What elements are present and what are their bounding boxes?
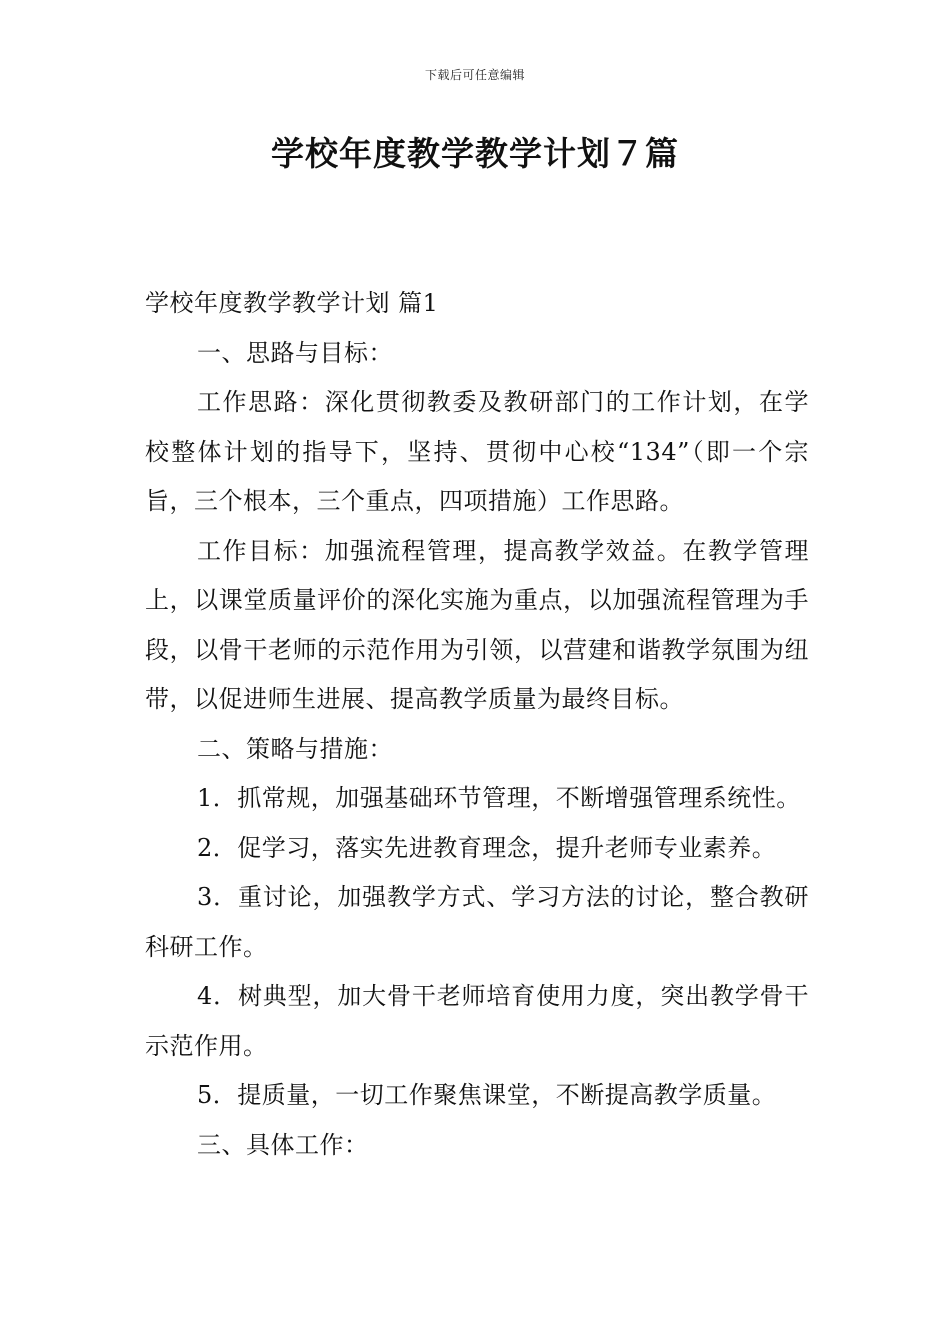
list-item-2: 2．促学习，落实先进教育理念，提升老师专业素养。 [197, 833, 777, 862]
section-title: 学校年度教学教学计划 篇1 [145, 289, 439, 317]
list-item-3: 3．重讨论，加强教学方式、学习方法的讨论，整合教研科研工作。 [145, 883, 809, 961]
list-item-1: 1．抓常规，加强基础环节管理，不断增强管理系统性。 [197, 784, 801, 812]
paragraph-work-goals: 工作目标：加强流程管理，提高教学效益。在教学管理上，以课堂质量评价的深化实施为重点，以加强流程管理为手段，以骨干老师的示范作用为引领，以营建和谐教学氛围为纽带，以促进师生进展、提高教学质量为最终目标。 [145, 536, 809, 713]
document-title: 学校年度教学教学计划７篇 [271, 134, 679, 173]
heading-strategies-measures: 二、策略与措施： [197, 734, 393, 763]
document-body [145, 279, 809, 1170]
paragraph-work-thinking: 工作思路：深化贯彻教委及教研部门的工作计划，在学校整体计划的指导下，坚持、贯彻中心校“134”（即一个宗旨，三个根本，三个重点，四项措施）工作思路。 [145, 388, 809, 515]
heading-specific-work: 三、具体工作： [197, 1130, 369, 1159]
list-item-5: 5．提质量，一切工作聚焦课堂，不断提高教学质量。 [197, 1081, 777, 1109]
list-item-4: 4．树典型，加大骨干老师培育使用力度，突出教学骨干示范作用。 [145, 982, 809, 1060]
header-note: 下载后可任意编辑 [424, 68, 525, 82]
heading-thinking-goals: 一、思路与目标： [197, 338, 393, 367]
